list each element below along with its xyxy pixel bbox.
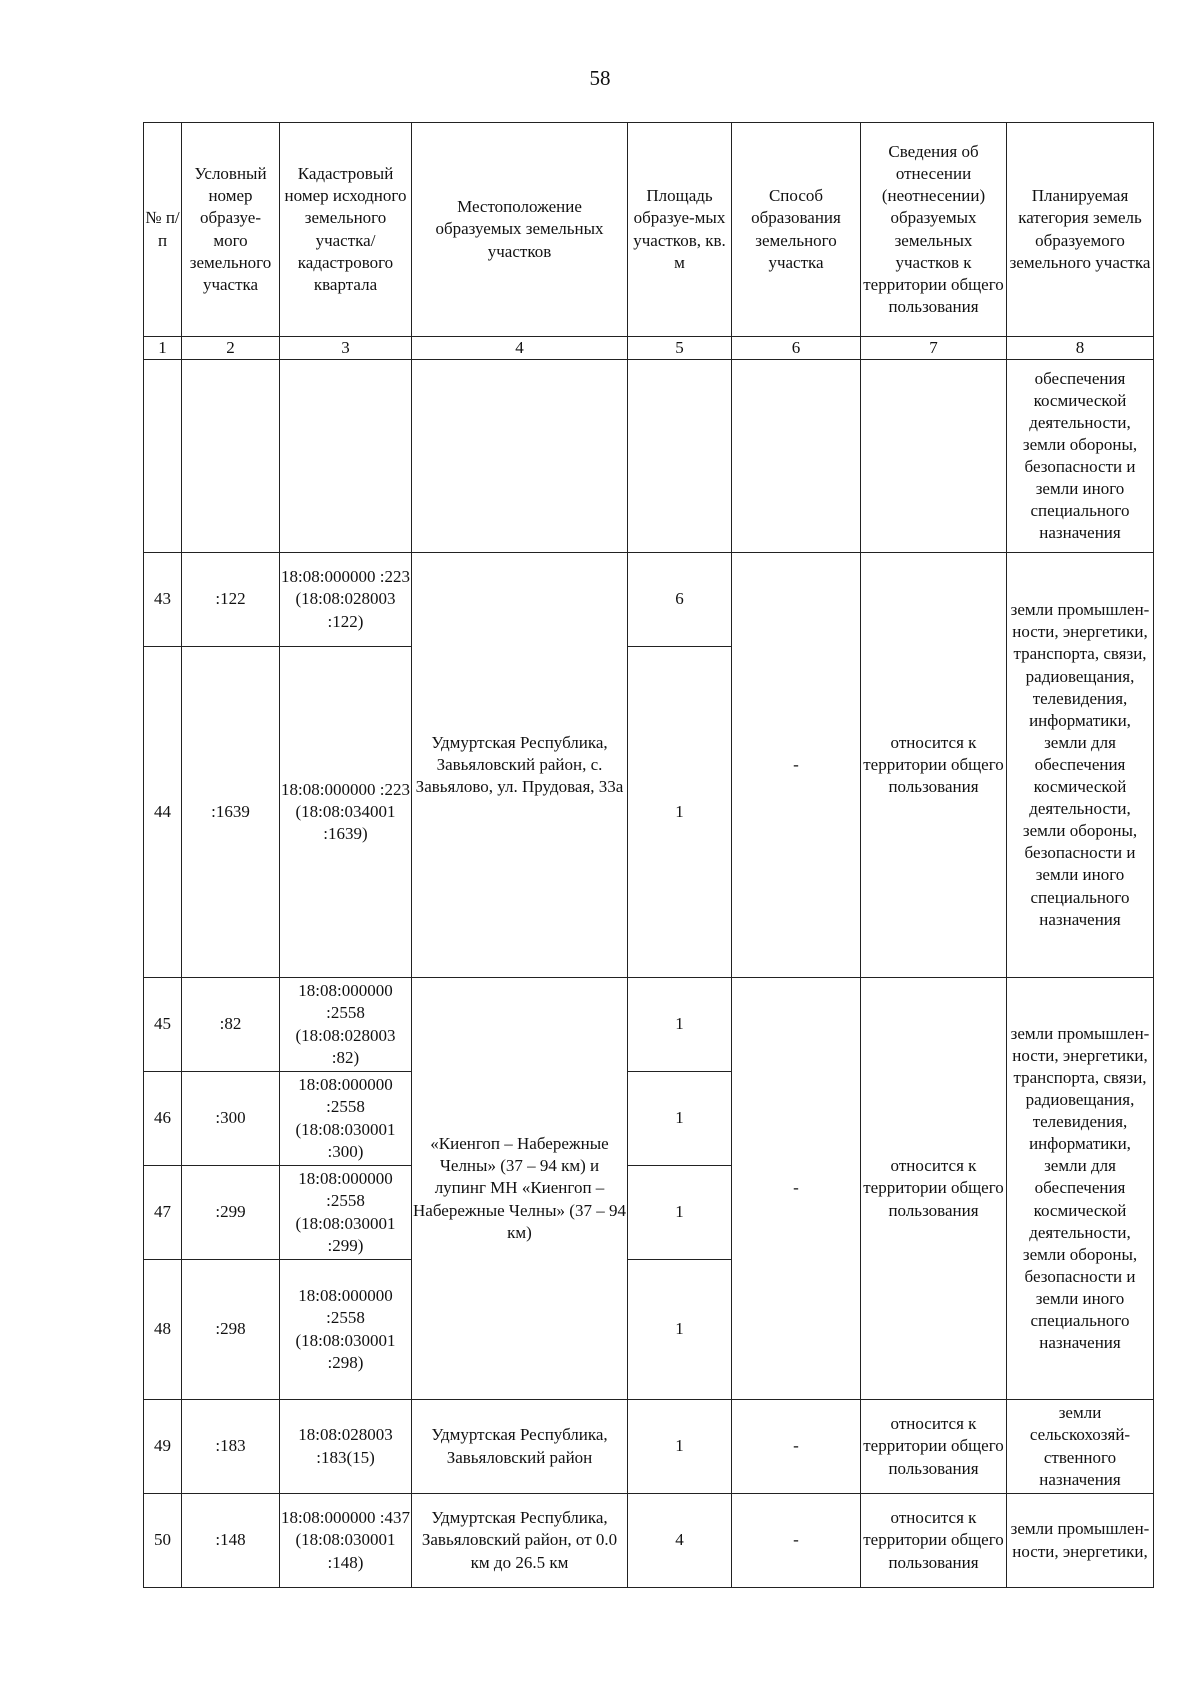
row-number: 44 (144, 647, 182, 978)
empty-cell (628, 360, 732, 553)
category-cell: земли сельскохозяй-ственного назначения (1007, 1400, 1154, 1494)
area-cell: 1 (628, 978, 732, 1072)
row-number: 43 (144, 553, 182, 647)
public-use-cell: относится к территории общего пользования (861, 978, 1007, 1400)
cadastral-number: 18:08:000000 :2558 (18:08:030001 :298) (280, 1260, 412, 1400)
conditional-number: :300 (182, 1072, 280, 1166)
cadastral-number: 18:08:000000 :223 (18:08:034001 :1639) (280, 647, 412, 978)
conditional-number: :148 (182, 1494, 280, 1588)
column-number: 5 (628, 337, 732, 360)
page-number: 58 (589, 66, 611, 90)
column-number: 6 (732, 337, 861, 360)
method-cell: - (732, 553, 861, 978)
empty-cell (144, 360, 182, 553)
area-cell: 1 (628, 1166, 732, 1260)
category-cell: земли промышлен-ности, энергетики, (1007, 1494, 1154, 1588)
conditional-number: :299 (182, 1166, 280, 1260)
area-cell: 6 (628, 553, 732, 647)
empty-cell (732, 360, 861, 553)
empty-cell (280, 360, 412, 553)
public-use-cell: относится к территории общего пользования (861, 1494, 1007, 1588)
cadastral-number: 18:08:000000 :2558 (18:08:030001 :300) (280, 1072, 412, 1166)
public-use-cell: относится к территории общего пользования (861, 1400, 1007, 1494)
method-cell: - (732, 978, 861, 1400)
header-category: Планируемая категория земель образуемого земельного участка (1007, 123, 1154, 337)
public-use-cell: относится к территории общего пользования (861, 553, 1007, 978)
category-cell: обеспечения космической деятельности, земли обороны, безопасности и земли иного специального назначения (1007, 360, 1154, 553)
location-cell: Удмуртская Республика, Завьяловский район, от 0.0 км до 26.5 км (412, 1494, 628, 1588)
cadastral-number: 18:08:000000 :437 (18:08:030001 :148) (280, 1494, 412, 1588)
area-cell: 1 (628, 1260, 732, 1400)
column-number: 8 (1007, 337, 1154, 360)
area-cell: 1 (628, 647, 732, 978)
column-number: 3 (280, 337, 412, 360)
header-cadastral-number: Кадастровый номер исходного земельного участка/ кадастрового квартала (280, 123, 412, 337)
conditional-number: :183 (182, 1400, 280, 1494)
area-cell: 4 (628, 1494, 732, 1588)
location-cell: «Киенгоп – Набережные Челны» (37 – 94 км) и лупинг МН «Киенгоп – Набережные Челны» (37 – 94 км) (412, 978, 628, 1400)
location-cell: Удмуртская Республика, Завьяловский район (412, 1400, 628, 1494)
table-row (144, 978, 1154, 1072)
cadastral-number: 18:08:000000 :2558 (18:08:030001 :299) (280, 1166, 412, 1260)
conditional-number: :122 (182, 553, 280, 647)
area-cell: 1 (628, 1072, 732, 1166)
column-number-row (144, 337, 1154, 360)
row-number: 48 (144, 1260, 182, 1400)
area-cell: 1 (628, 1400, 732, 1494)
category-cell: земли промышлен-ности, энергетики, транспорта, связи, радиовещания, телевидения, информатики, земли для обеспечения космической деятельности, земли обороны, безопасности и земли иного специального назначения (1007, 553, 1154, 978)
header-public-use: Сведения об отнесении (неотнесении) образуемых земельных участков к территории общего пользования (861, 123, 1007, 337)
row-number: 50 (144, 1494, 182, 1588)
row-number: 47 (144, 1166, 182, 1260)
header-number: № п/п (144, 123, 182, 337)
header-row (144, 123, 1154, 337)
table-row (144, 1400, 1154, 1494)
row-number: 49 (144, 1400, 182, 1494)
continuation-row (144, 360, 1154, 553)
empty-cell (861, 360, 1007, 553)
column-number: 4 (412, 337, 628, 360)
column-number: 2 (182, 337, 280, 360)
conditional-number: :1639 (182, 647, 280, 978)
column-number: 7 (861, 337, 1007, 360)
header-method: Способ образования земельного участка (732, 123, 861, 337)
table-row (144, 1494, 1154, 1588)
conditional-number: :298 (182, 1260, 280, 1400)
location-cell: Удмуртская Республика, Завьяловский район, с. Завьялово, ул. Прудовая, 33а (412, 553, 628, 978)
conditional-number: :82 (182, 978, 280, 1072)
header-location: Местоположение образуемых земельных участков (412, 123, 628, 337)
cadastral-number: 18:08:000000 :223 (18:08:028003 :122) (280, 553, 412, 647)
empty-cell (412, 360, 628, 553)
empty-cell (182, 360, 280, 553)
table-row (144, 553, 1154, 647)
method-cell: - (732, 1400, 861, 1494)
header-conditional-number: Условный номер образуе-мого земельного участка (182, 123, 280, 337)
land-plots-table (143, 122, 1154, 1588)
row-number: 45 (144, 978, 182, 1072)
row-number: 46 (144, 1072, 182, 1166)
header-area: Площадь образуе-мых участков, кв. м (628, 123, 732, 337)
category-cell: земли промышлен-ности, энергетики, транспорта, связи, радиовещания, телевидения, информатики, земли для обеспечения космической деятельности, земли обороны, безопасности и земли иного специального назначения (1007, 978, 1154, 1400)
cadastral-number: 18:08:000000 :2558 (18:08:028003 :82) (280, 978, 412, 1072)
method-cell: - (732, 1494, 861, 1588)
column-number: 1 (144, 337, 182, 360)
cadastral-number: 18:08:028003 :183(15) (280, 1400, 412, 1494)
